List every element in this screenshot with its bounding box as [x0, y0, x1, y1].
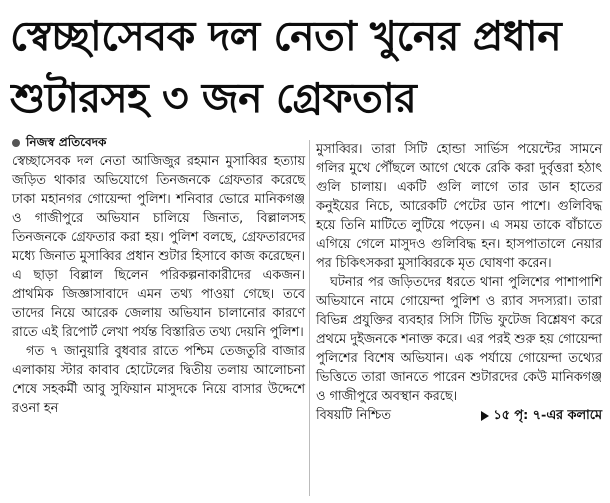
- continuation-text: ১৫ পৃ: ৭-এর কলামে: [493, 408, 602, 423]
- arrow-right-icon: [481, 411, 489, 421]
- byline-text: নিজস্ব প্রতিবেদক: [26, 135, 107, 149]
- article-column-left: [12, 152, 305, 418]
- paragraph: মুসাব্বির। তারা সিটি হোন্ডা সার্ভিস পয়েন্টের সামনে গলির মুখে পৌঁছলে আগে থেকে রেকি করা দুর্বৃত্তরা হঠাৎ গুলি চালায়। একটি গুলি লাগে তার ডান হাতের কনুইয়ের নিচে, আরেকটি পেটের ডান পাশে। গুলিবিদ্ধ হয়ে তিনি মাটিতে লুটিয়ে পড়েন। এ সময় তাকে বাঁচাতে এগিয়ে গেলে মাসুদও গুলিবিদ্ধ হন। হাসপাতালে নেয়ার পর চিকিৎসকরা মুসাব্বিরকে মৃত ঘোষণা করেন।: [316, 142, 602, 271]
- paragraph: স্বেচ্ছাসেবক দল নেতা আজিজুর রহমান মুসাব্বির হত্যায় জড়িত থাকার অভিযোগে তিনজনকে গ্রেফতার করেছে ঢাকা মহানগর গোয়েন্দা পুলিশ। শনিবার ভোরে মানিকগঞ্জ ও গাজীপুরে অভিযান চালিয়ে জিনাত, বিল্লালসহ তিনজনকে গ্রেফতার করা হয়। পুলিশ বলছে, গ্রেফতারদের মধ্যে জিনাত মুসাব্বির প্রধান শুটার হিসাবে কাজ করেছেন। এ ছাড়া বিল্লাল ছিলেন পরিকল্পনাকারীদের একজন। প্রাথমিক জিজ্ঞাসাবাদে এমন তথ্য পাওয়া গেছে। তবে তাদের নিয়ে আরেক জেলায় অভিযান চালানোর কারণে রাতে এই রিপোর্ট লেখা পর্যন্ত বিস্তারিত তথ্য দেয়নি পুলিশ।: [12, 154, 305, 340]
- bullet-icon: [12, 139, 20, 147]
- headline-line-2: শুটারসহ ৩ জন গ্রেফতার: [10, 74, 417, 122]
- paragraph: গত ৭ জানুয়ারি বুধবার রাতে পশ্চিম তেজতুরি বাজার এলাকায় স্টার কাবাব হোটেলের দ্বিতীয় তলায় আলোচনা শেষে সহকর্মী আবু সুফিয়ান মাসুদকে নিয়ে বাসার উদ্দেশে রওনা হন: [12, 344, 305, 416]
- headline-line-1: স্বেচ্ছাসেবক দল নেতা খুনের প্রধান: [10, 12, 562, 60]
- article-column-right: [316, 140, 602, 425]
- continuation-link[interactable]: [481, 406, 602, 425]
- byline: [12, 134, 106, 154]
- last-line-text: বিষয়টি নিশ্চিত: [316, 408, 391, 423]
- paragraph: ঘটনার পর জড়িতদের ধরতে থানা পুলিশের পাশাপাশি অভিযানে নামে গোয়েন্দা পুলিশ ও র‌্যাব সদস্যরা। তারা বিভিন্ন প্রযুক্তির ব্যবহার সিসি টিভি ফুটেজ বিশ্লেষণ করে প্রথমে দুইজনকে শনাক্ত করে। এর পরই শুরু হয় গোয়েন্দা পুলিশের বিশেষ অভিযান। এক পর্যায়ে গোয়েন্দা তথ্যের ভিত্তিতে তারা জানতে পারেন শুটারদের কেউ মানিকগঞ্জ ও গাজীপুরে অবস্থান করছে।: [316, 275, 602, 404]
- closing-line: [316, 406, 602, 425]
- column-divider: [309, 140, 310, 496]
